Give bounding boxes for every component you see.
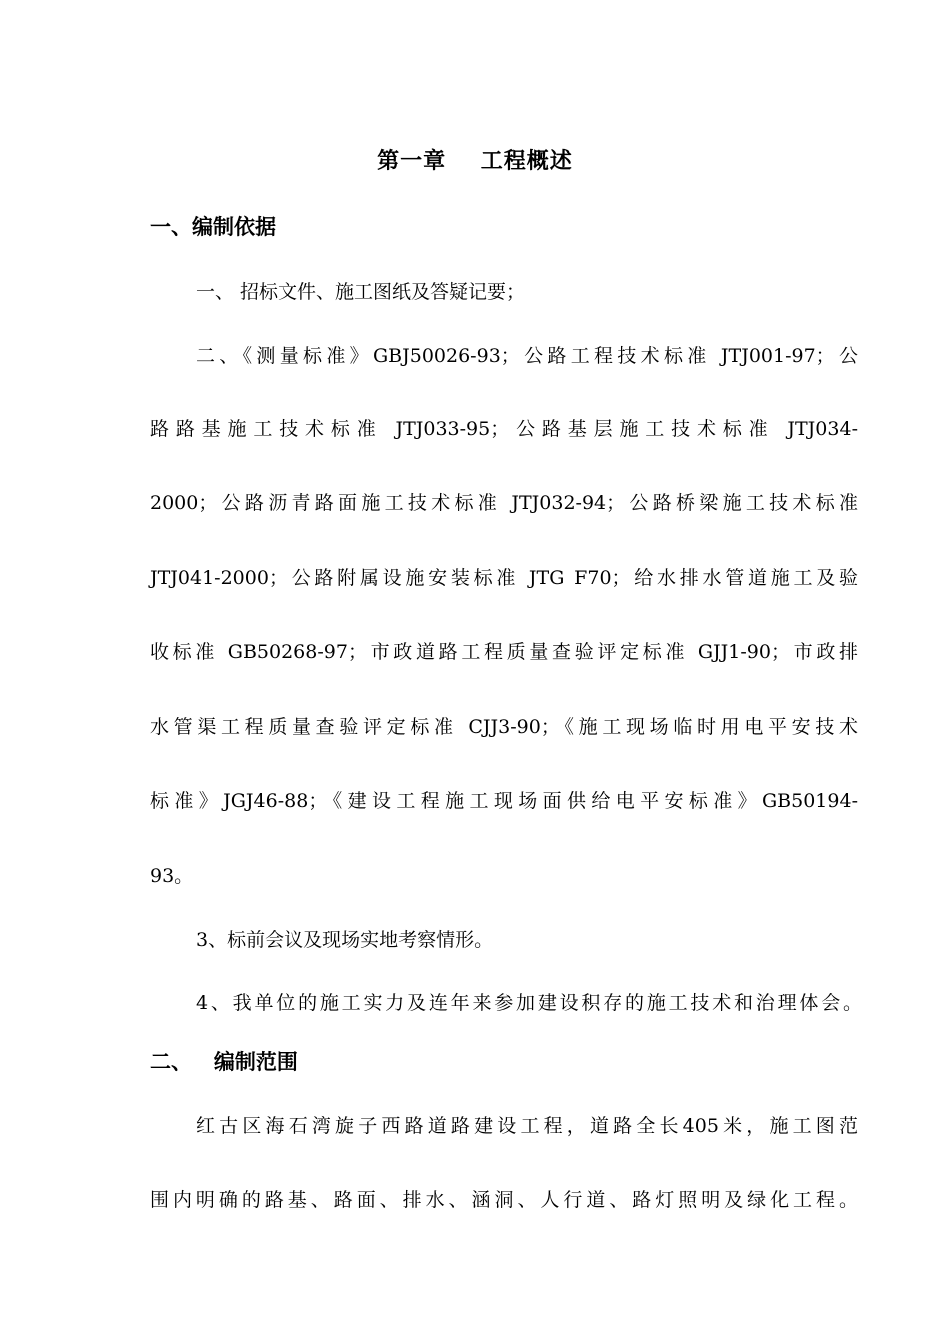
basis-item-4: 4、我单位的施工实力及连年来参加建设积存的施工技术和治理体会。 <box>196 992 862 1014</box>
chapter-title: 第一章 工程概述 <box>377 149 573 174</box>
section-heading-scope: 二、 编制范围 <box>150 1050 298 1074</box>
basis-item-2-line-1: 二、《测量标准》GBJ50026-93；公路工程技术标准 JTJ001-97；公 <box>196 345 858 367</box>
basis-item-2-line-8: 93。 <box>150 865 194 887</box>
basis-item-2-line-7: 标准》JGJ46-88；《建设工程施工现场面供给电平安标准》GB50194- <box>150 790 858 812</box>
basis-item-3: 3、标前会议及现场实地考察情形。 <box>196 929 494 951</box>
basis-item-1: 一、 招标文件、施工图纸及答疑记要； <box>196 281 526 303</box>
scope-line-1: 红古区海石湾旋子西路道路建设工程，道路全长405米，施工图范 <box>196 1115 858 1137</box>
section-heading-basis: 一、编制依据 <box>150 215 276 239</box>
basis-item-2-line-4: JTJ041-2000；公路附属设施安装标准 JTG F70；给水排水管道施工及验 <box>150 567 858 589</box>
basis-item-2-line-5: 收标准 GB50268-97；市政道路工程质量查验评定标准 GJJ1-90；市政排 <box>150 641 858 663</box>
scope-line-2: 围内明确的路基、路面、排水、涵洞、人行道、路灯照明及绿化工程。 <box>150 1189 858 1211</box>
basis-item-2-line-3: 2000；公路沥青路面施工技术标准 JTJ032-94；公路桥梁施工技术标准 <box>150 492 858 514</box>
basis-item-2-line-2: 路路基施工技术标准 JTJ033-95；公路基层施工技术标准 JTJ034- <box>150 418 858 440</box>
basis-item-2-line-6: 水管渠工程质量查验评定标准 CJJ3-90；《施工现场临时用电平安技术 <box>150 716 858 738</box>
